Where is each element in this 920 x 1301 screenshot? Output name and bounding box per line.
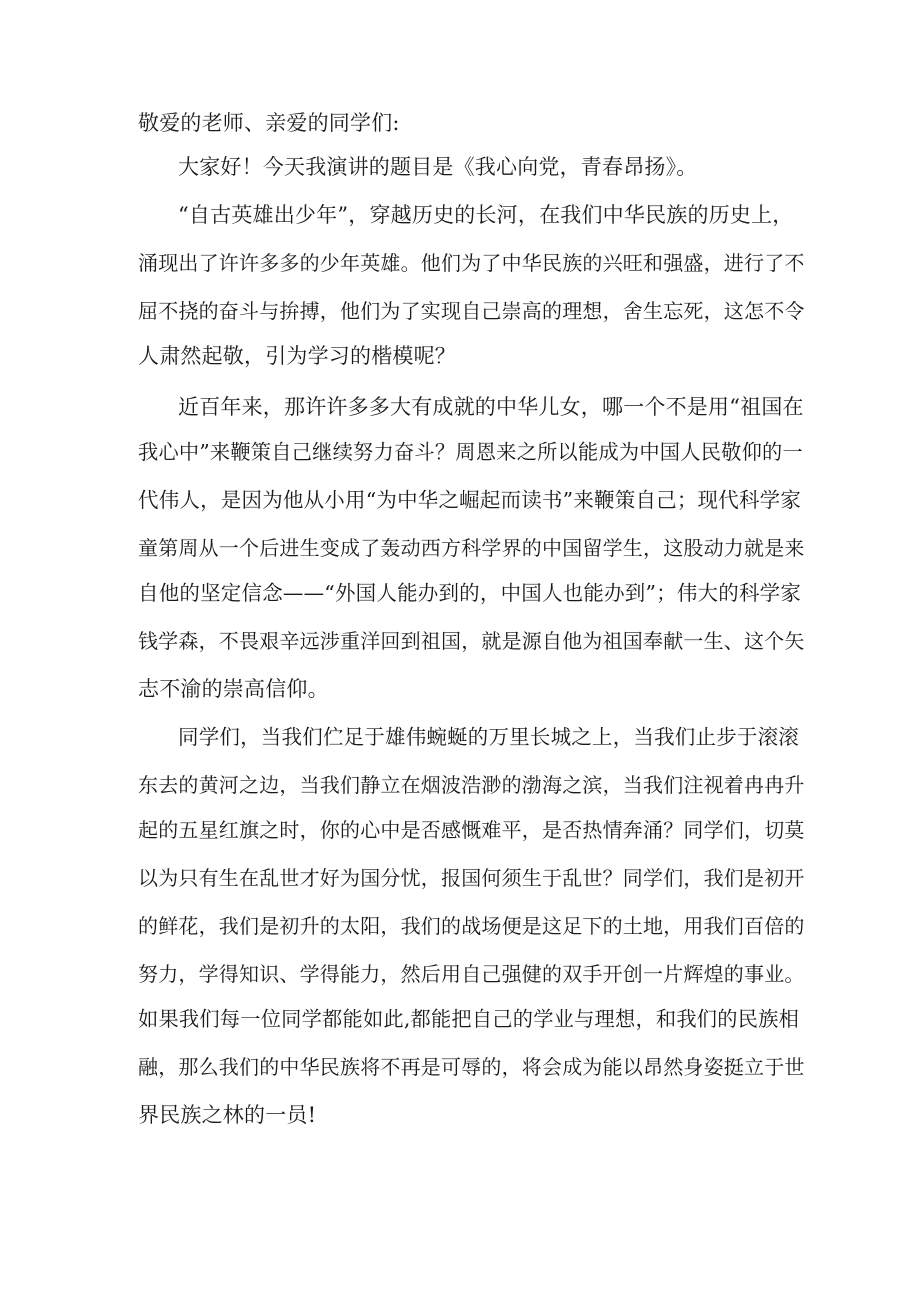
paragraph-line: 童第周从一个后进生变成了轰动西方科学界的中国留学生，这股动力就是来 (138, 536, 805, 560)
paragraph-line: 我心中”来鞭策自己继续努力奋斗？周恩来之所以能成为中国人民敬仰的一 (138, 440, 803, 464)
paragraph-line: 近百年来，那许许多多大有成就的中华儿女，哪一个不是用“祖国在 (178, 395, 804, 419)
paragraph-line: 如果我们每一位同学都能如此,都能把自己的学业与理想，和我们的民族相 (138, 1007, 800, 1031)
paragraph-line: 志不渝的崇高信仰。 (138, 677, 329, 701)
paragraph-line: 人肃然起敬，引为学习的楷模呢？ (138, 344, 456, 368)
paragraph-line: 代伟人，是因为他从小用“为中华之崛起而读书”来鞭策自己；现代科学家 (138, 488, 802, 512)
paragraph-line: 大家好！今天我演讲的题目是《我心向党，青春昂扬》。 (178, 155, 698, 179)
paragraph-line: “自古英雄出少年”，穿越历史的长河，在我们中华民族的历史上， (178, 203, 794, 227)
paragraph-line: 东去的黄河之边，当我们静立在烟波浩渺的渤海之滨，当我们注视着冉冉升 (138, 773, 805, 797)
paragraph-line: 起的五星红旗之时，你的心中是否感慨难平，是否热情奔涌？同学们，切莫 (138, 818, 805, 842)
paragraph-line: 界民族之林的一员! (138, 1103, 317, 1127)
paragraph-line: 同学们，当我们伫足于雄伟蜿蜒的万里长城之上，当我们止步于滚滚 (178, 725, 799, 749)
paragraph-line: 涌现出了许许多多的少年英雄。他们为了中华民族的兴旺和强盛，进行了不 (138, 251, 805, 275)
salutation-line: 敬爱的老师、亲爱的同学们: (138, 111, 400, 135)
paragraph-line: 钱学森，不畏艰辛远涉重洋回到祖国，就是源自他为祖国奉献一生、这个矢 (138, 629, 805, 653)
paragraph-line: 的鲜花，我们是初升的太阳，我们的战场便是这足下的土地，用我们百倍的 (138, 914, 805, 938)
paragraph-line: 融，那么我们的中华民族将不再是可辱的，将会成为能以昂然身姿挺立于世 (138, 1055, 805, 1079)
paragraph-line: 以为只有生在乱世才好为国分忧，报国何须生于乱世？同学们，我们是初开 (138, 866, 805, 890)
paragraph-line: 自他的坚定信念——“外国人能办到的，中国人也能办到”；伟大的科学家 (138, 581, 802, 605)
paragraph-line: 努力，学得知识、学得能力，然后用自己强健的双手开创一片辉煌的事业。 (138, 962, 805, 986)
paragraph-line: 屈不挠的奋斗与拚搏，他们为了实现自己崇高的理想，舍生忘死，这怎不令 (138, 299, 805, 323)
